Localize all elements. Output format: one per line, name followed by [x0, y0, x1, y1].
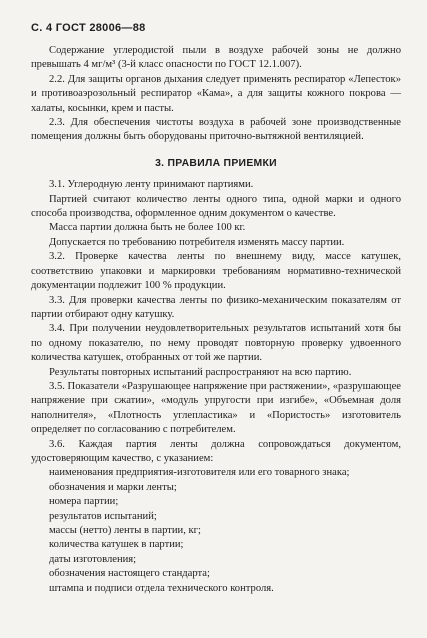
paragraph: 2.3. Для обеспечения чистоты воздуха в рабочей зоне производственные помещения должны быть оборудованы приточно-вытяжной вентиляцией.	[31, 117, 401, 143]
paragraph: Масса партии должна быть не более 100 кг.	[49, 222, 246, 234]
paragraph: 3.5. Показатели «Разрушающее напряжение при растяжении», «разрушающее напряжение при сжатии», «модуль упругости при изгибе», «Объемная доля наполнителя», «Плотность углепластика» и «Пористость» изготовитель определяет по согласованию с потребителем.	[31, 380, 401, 436]
document-body	[31, 44, 401, 596]
list-item: обозначения и марки ленты;	[49, 481, 177, 493]
list-item: обозначения настоящего стандарта;	[49, 568, 210, 580]
paragraph: 2.2. Для защиты органов дыхания следует применять респиратор «Лепесток» и противоаэрозольный респиратор «Кама», а для защиты кожного покрова — халаты, косынки, крем и пасты.	[31, 73, 401, 114]
paragraph: 3.4. При получении неудовлетворительных результатов испытаний хотя бы по одному показателю, по нему проводят повторную проверку удвоенного количества катушек, отобранных от той же партии.	[31, 323, 401, 364]
paragraph: 3.3. Для проверки качества ленты по физико-механическим показателям от партии отбирают одну катушку.	[31, 294, 401, 320]
paragraph: Результаты повторных испытаний распространяют на всю партию.	[49, 366, 352, 378]
list-item: массы (нетто) ленты в партии, кг;	[49, 525, 201, 536]
list-item: количества катушек в партии;	[49, 539, 184, 551]
paragraph: 3.1. Углеродную ленту принимают партиями.	[49, 179, 254, 191]
paragraph: Партией считают количество ленты одного типа, одной марки и одного способа производства, оформленное одним документом о качестве.	[31, 193, 401, 220]
paragraph: Допускается по требованию потребителя изменять массу партии.	[49, 236, 345, 248]
list-item: штампа и подписи отдела технического контроля.	[49, 582, 274, 594]
list-item: номера партии;	[49, 496, 119, 508]
list-item: результатов испытаний;	[49, 510, 157, 522]
paragraph: 3.6. Каждая партия ленты должна сопровождаться документом, удостоверяющим качество, с указанием:	[31, 438, 401, 464]
paragraph: 3.2. Проверке качества ленты по внешнему виду, массе катушек, соответствию упаковки и маркировки требованиям нормативно-технической документации подлежит 100 % продукции.	[31, 251, 401, 292]
list-item: даты изготовления;	[49, 553, 137, 565]
paragraph: наименования предприятия-изготовителя или его товарного знака;	[49, 467, 350, 479]
page-header: С. 4 ГОСТ 28006—88	[31, 22, 146, 34]
paragraph: Содержание углеродистой пыли в воздухе рабочей зоны не должно превышать 4 мг/м³ (3-й класс опасности по ГОСТ 12.1.007).	[31, 45, 401, 71]
section-title: 3. ПРАВИЛА ПРИЕМКИ	[155, 157, 277, 169]
